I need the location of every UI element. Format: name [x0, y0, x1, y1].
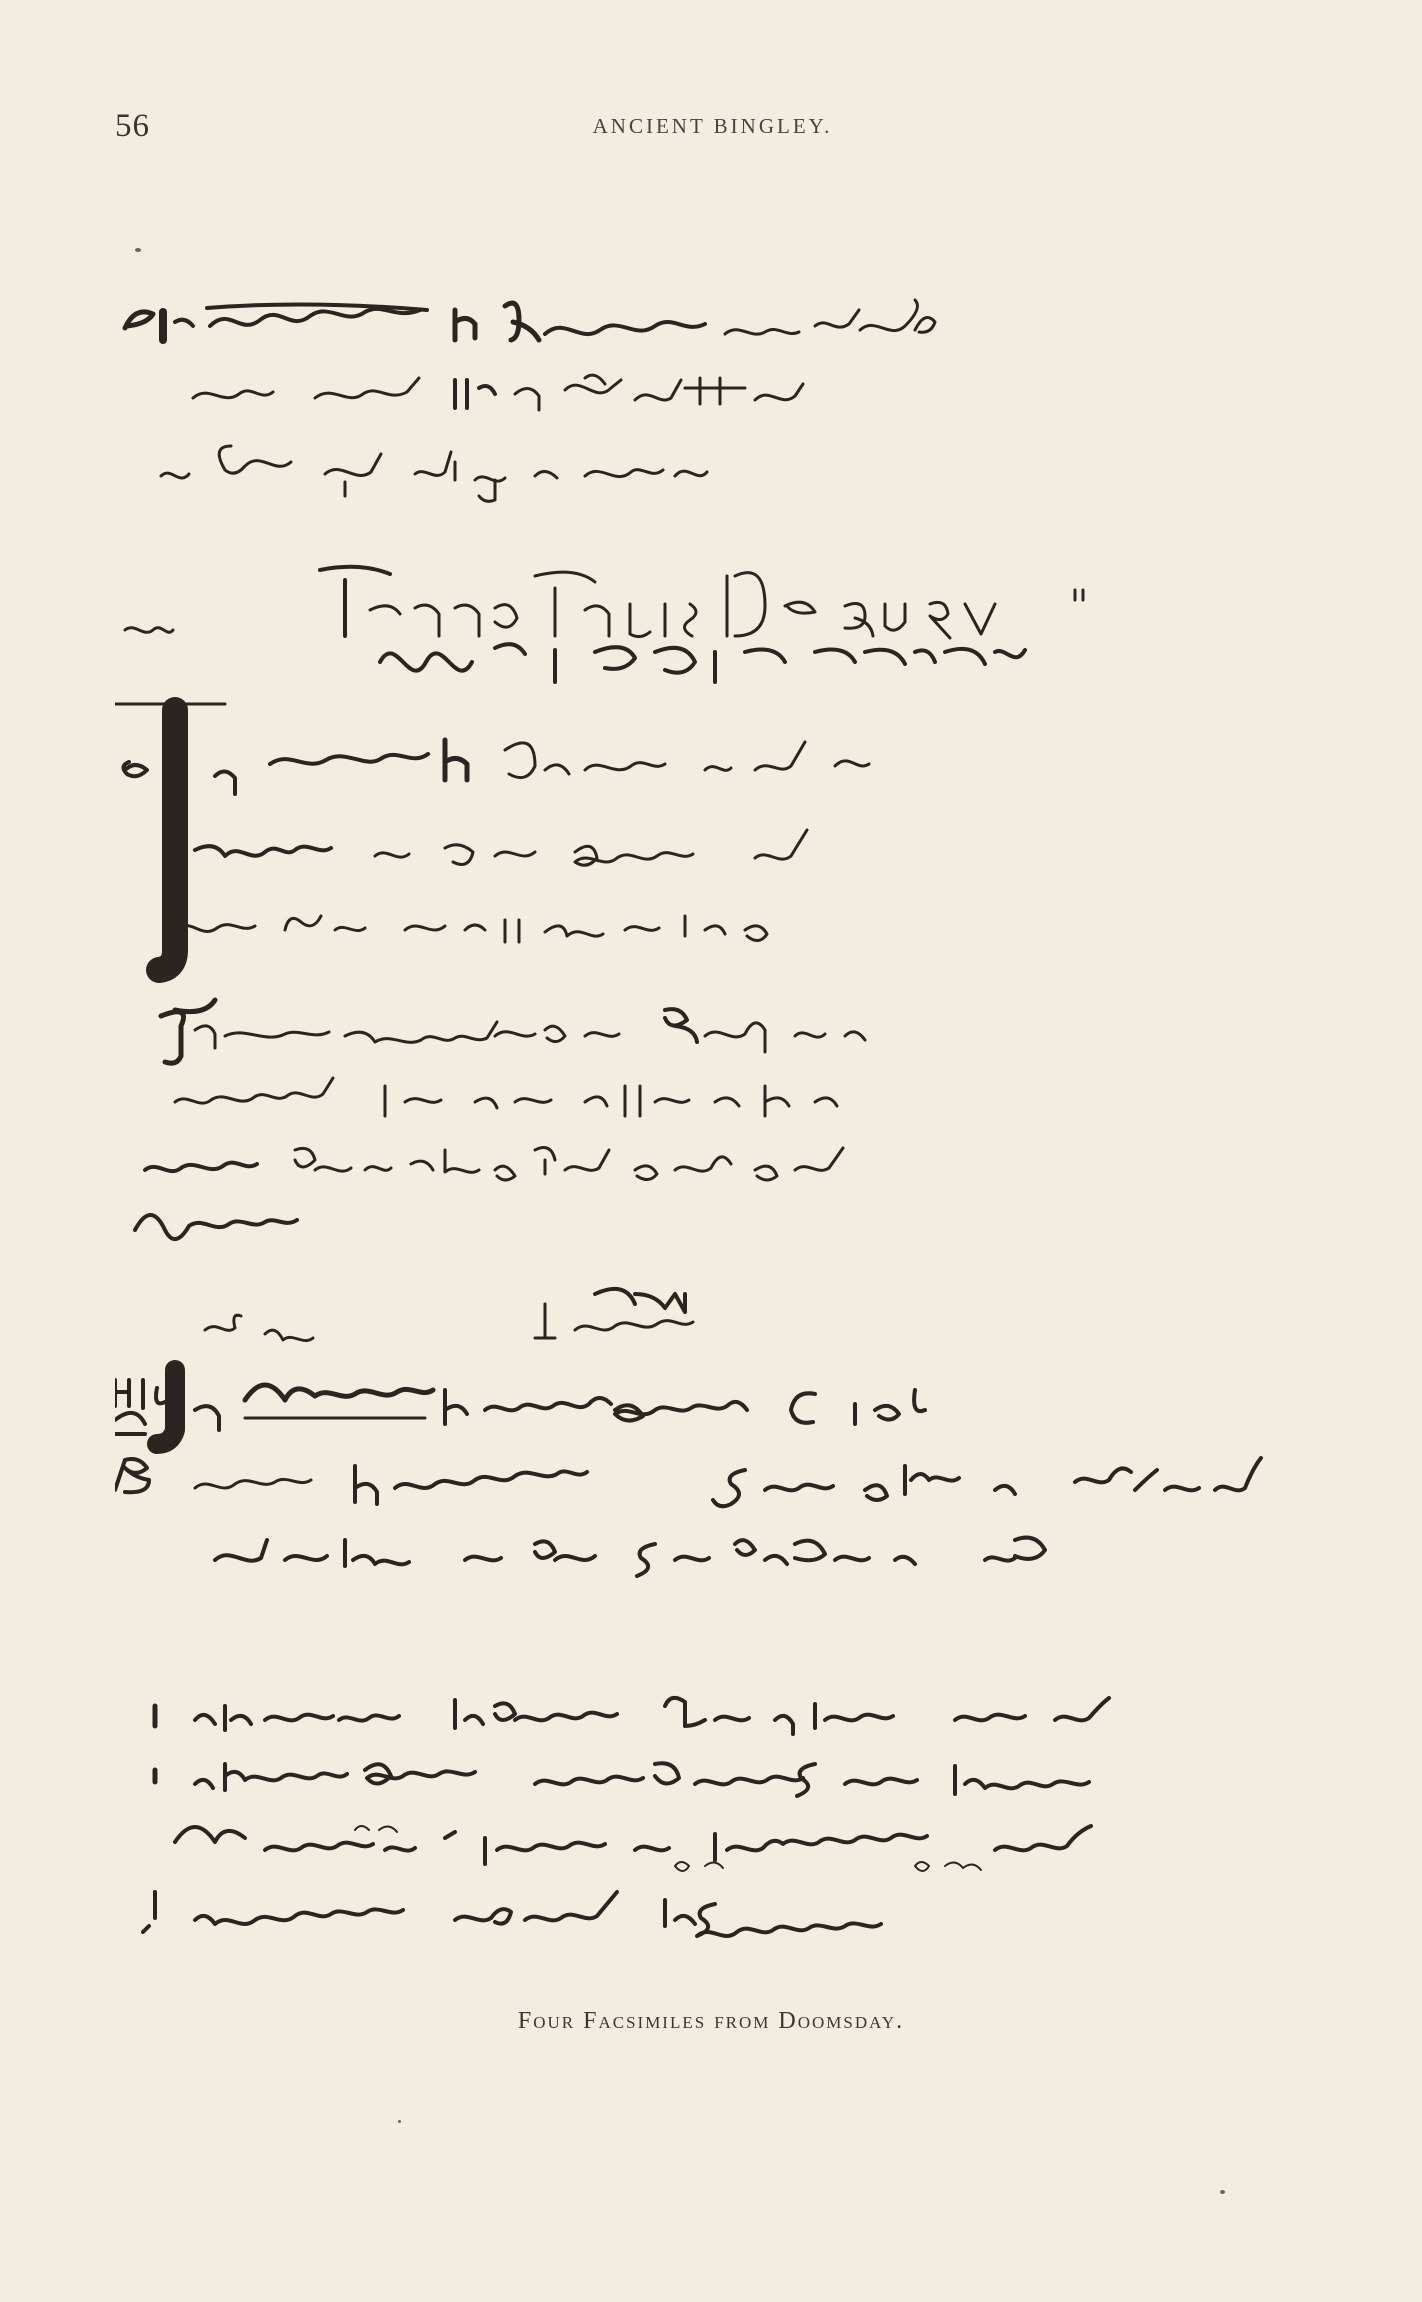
running-head: ANCIENT BINGLEY.	[592, 114, 833, 138]
paper-speck	[398, 2120, 401, 2123]
page-header	[115, 108, 1310, 148]
facsimile-2	[115, 567, 1083, 1239]
facsimile-1	[125, 300, 935, 501]
manuscript-facsimile-drawing	[115, 270, 1310, 1950]
facsimile-3	[115, 1289, 1261, 1576]
paper-speck	[1220, 2190, 1225, 2194]
facsimile-4	[143, 1698, 1109, 1936]
page-number: 56	[115, 108, 150, 144]
doomsday-facsimile-image	[115, 270, 1310, 1950]
paper-speck	[135, 248, 141, 252]
figure-caption: Four Facsimiles from Doomsday.	[517, 2008, 905, 2034]
